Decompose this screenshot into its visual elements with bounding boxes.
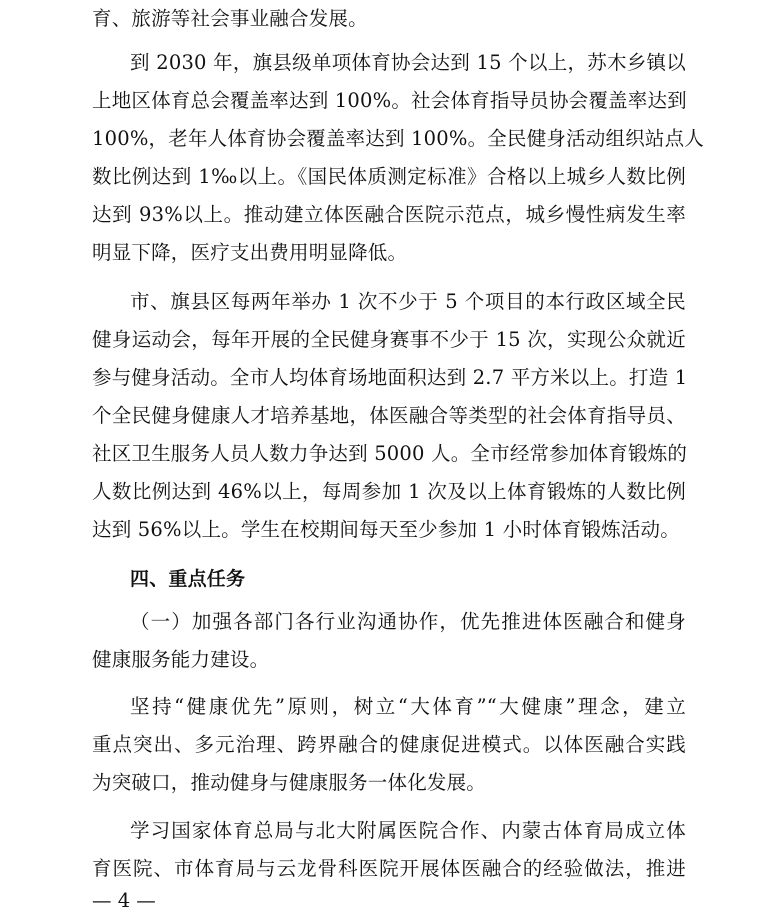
text-line: 100%，老年人体育协会覆盖率达到 100%。全民健身活动组织站点人 xyxy=(92,127,704,150)
subsection-heading: （一）加强各部门各行业沟通协作，优先推进体医融合和健身 xyxy=(130,610,686,633)
text-line: 人数比例达到 46%以上，每周参加 1 次及以上体育锻炼的人数比例 xyxy=(92,480,686,503)
page-number: — 4 — xyxy=(92,889,156,912)
text-line: 个全民健身健康人才培养基地，体医融合等类型的社会体育指导员、 xyxy=(92,404,686,427)
text-line: 数比例达到 1‰以上。《国民体质测定标准》合格以上城乡人数比例 xyxy=(92,165,686,188)
text-line: 育、旅游等社会事业融合发展。 xyxy=(92,7,368,30)
text-line: 达到 56%以上。学生在校期间每天至少参加 1 小时体育锻炼活动。 xyxy=(92,518,680,541)
text-line: 重点突出、多元治理、跨界融合的健康促进模式。以体医融合实践 xyxy=(92,733,686,756)
text-line: 为突破口，推动健身与健康服务一体化发展。 xyxy=(92,771,487,794)
section-heading: 四、重点任务 xyxy=(130,568,246,590)
text-line: 到 2030 年，旗县级单项体育协会达到 15 个以上，苏木乡镇以 xyxy=(130,51,686,74)
text-line: 社区卫生服务人员人数力争达到 5000 人。全市经常参加体育锻炼的 xyxy=(92,442,688,465)
text-line: 坚持“健康优先”原则，树立“大体育”“大健康”理念，建立 xyxy=(130,695,686,718)
text-line: 达到 93%以上。推动建立体医融合医院示范点，城乡慢性病发生率 xyxy=(92,203,686,226)
text-line: 上地区体育总会覆盖率达到 100%。社会体育指导员协会覆盖率达到 xyxy=(92,89,687,112)
text-line: 市、旗县区每两年举办 1 次不少于 5 个项目的本行政区域全民 xyxy=(130,290,686,313)
text-line: 参与健身活动。全市人均体育场地面积达到 2.7 平方米以上。打造 1 xyxy=(92,366,688,389)
text-line: 健身运动会，每年开展的全民健身赛事不少于 15 次，实现公众就近 xyxy=(92,328,686,351)
subsection-heading-continued: 健康服务能力建设。 xyxy=(92,648,270,671)
text-line: 明显下降，医疗支出费用明显降低。 xyxy=(92,241,408,264)
text-line: 学习国家体育总局与北大附属医院合作、内蒙古体育局成立体 xyxy=(130,819,686,842)
text-line: 育医院、市体育局与云龙骨科医院开展体医融合的经验做法，推进 xyxy=(92,857,686,880)
